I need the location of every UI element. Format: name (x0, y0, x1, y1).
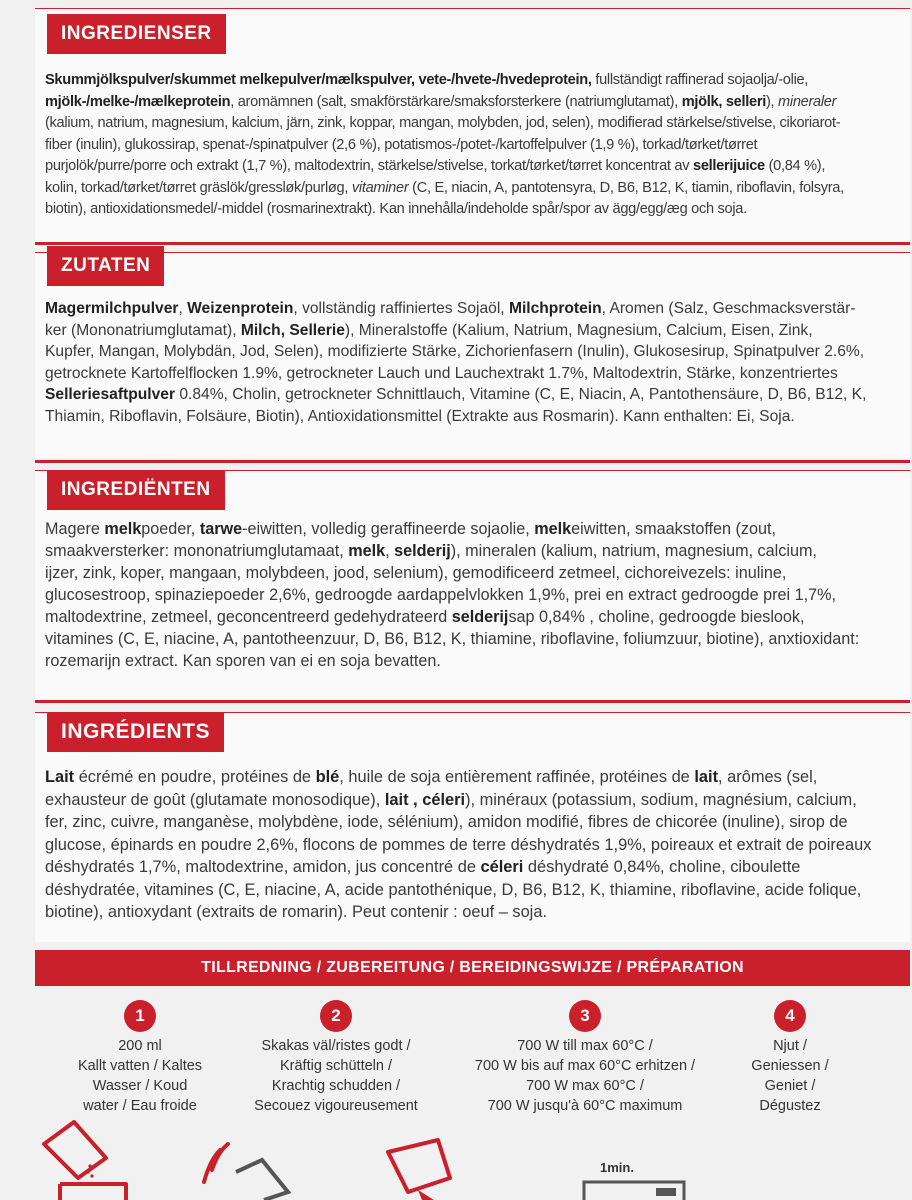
ingredient-line: Skummjölkspulver/skummet melkepulver/mælkspulver, vete-/hvete-/hvedeprotein, fullständigt raffinerad sojaolja/-olie, (45, 72, 809, 88)
section-ingredienten (35, 470, 910, 700)
ingredient-line: glucose, épinards en poudre 2,6%, flocons de pommes de terre déshydratés 1,9%, poireaux et extrait de poireaux (45, 835, 872, 854)
ingredient-line: kolin, torkad/tørket/tørret gräslök/gressløk/purløg, vitaminer (C, E, niacin, A, pantotensyra, D, B6, B12, K, tiamin, riboflavin, folsyra, (45, 179, 844, 196)
section-ingredienser (35, 8, 910, 248)
divider (35, 460, 910, 463)
section-text (45, 70, 902, 221)
shaker-icon (190, 1132, 300, 1200)
powder-sachet-icon (30, 1118, 160, 1200)
step-line: Wasser / Koud (92, 1078, 188, 1094)
step-line: Geniet / (764, 1078, 816, 1094)
step-line: Kallt vatten / Kaltes (77, 1058, 203, 1074)
ingredient-line: Magere melkpoeder, tarwe-eiwitten, volledig geraffineerde sojaolie, melkeiwitten, smaakstoffen (zout, (45, 520, 777, 538)
step-1 (70, 1000, 210, 1116)
ingredient-line: Lait écrémé en poudre, protéines de blé, huile de soja entièrement raffinée, protéines de lait, arômes (sel, (45, 768, 818, 786)
divider (35, 700, 910, 703)
ingredient-line: ker (Mononatriumglutamat), Milch, Sellerie), Mineralstoffe (Kalium, Natrium, Magnesium, Calcium, Eisen, Zink, (45, 321, 813, 339)
step-number: 3 (569, 1000, 601, 1032)
step-number: 1 (124, 1000, 156, 1032)
step-line: Njut / (773, 1038, 807, 1054)
ingredient-line: maltodextrine, zetmeel, geconcentreerd gedehydrateerd selderijsap 0,84% , choline, gedroogde bieslook, (45, 608, 805, 626)
ingredient-line: ijzer, zink, koper, mangaan, molybdeen, jood, selenium), gemodificeerd zetmeel, cichoreivezels: inuline, (45, 564, 787, 582)
ingredient-line: Thiamin, Riboflavin, Folsäure, Biotin), Antioxidationsmittel (Extrakte aus Rosmarin). Kann enthalten: Ei, Soja. (45, 407, 795, 425)
step-line: Dégustez (759, 1098, 821, 1114)
section-text (45, 298, 902, 427)
ingredient-line: smaakversterker: mononatriumglutamaat, melk, selderij), mineralen (kalium, natrium, magnesium, calcium, (45, 542, 817, 560)
step-2 (236, 1000, 436, 1116)
section-text (45, 518, 902, 672)
step-line: 200 ml (118, 1038, 162, 1054)
section-zutaten (35, 252, 910, 458)
ingredient-line: getrocknete Kartoffelflocken 1.9%, getrockneter Lauch und Lauchextrakt 1.7%, Maltodextrin, Stärke, konzentriertes (45, 364, 838, 382)
ingredient-line: biotin), antioxidationsmedel/-middel (rosmarinextrakt). Kan innehålla/indeholde spår/spor av ägg/egg/æg och soja. (45, 201, 747, 217)
ingredient-line: purjolök/purre/porre och extrakt (1,7 %), maltodextrin, stärkelse/stivelse, torkat/tørket/tørret koncentrat av sellerijuice (0,84 %), (45, 158, 826, 174)
divider (35, 242, 910, 245)
section-heading: INGREDIËNTEN (47, 470, 225, 510)
ingredient-line: Selleriesaftpulver 0.84%, Cholin, getrockneter Schnittlauch, Vitamine (C, E, Niacin, A, Pantothensäure, D, B6, B12, K, (45, 386, 867, 403)
ingredient-line: fiber (inulin), glukossirap, spenat-/spinatpulver (2,6 %), potatismos-/potet-/kartoffelpulver (1,9 %), torkad/tørket/tørret (45, 136, 758, 153)
microwave-label: 1min. (600, 1160, 634, 1175)
ingredient-line: Kupfer, Mangan, Molybdän, Jod, Selen), modifizierte Stärke, Zichorienfasern (Inulin), Glukosesirup, Spinatpulver 2.6%, (45, 343, 865, 360)
step-line: Skakas väl/ristes godt / (261, 1038, 411, 1054)
step-line: 700 W bis auf max 60°C erhitzen / (474, 1058, 696, 1074)
step-number: 2 (320, 1000, 352, 1032)
step-3 (455, 1000, 715, 1116)
ingredient-line: fer, zinc, cuivre, manganèse, molybdène, iode, sélénium), amidon modifié, fibres de chicorée (inuline), sirop de (45, 813, 848, 831)
step-number: 4 (774, 1000, 806, 1032)
pour-cup-icon (378, 1130, 498, 1200)
ingredient-line: exhausteur de goût (glutamate monosodique), lait , céleri), minéraux (potassium, sodium, magnésium, calcium, (45, 790, 857, 809)
step-line: Kräftig schütteln / (279, 1058, 393, 1074)
section-heading: INGRÉDIENTS (47, 712, 224, 752)
ingredient-line: rozemarijn extract. Kan sporen van ei en soja bevatten. (45, 652, 441, 670)
section-heading: ZUTATEN (47, 246, 164, 286)
ingredient-line: déshydratée, vitamines (C, E, niacine, A, acide pantothénique, D, B6, B12, K, thiamine, riboflavine, acide folique, (45, 880, 862, 899)
section-ingredients-fr (35, 712, 910, 942)
preparation-title: TILLREDNING / ZUBEREITUNG / BEREIDINGSWIJZE / PRÉPARATION (35, 950, 910, 986)
ingredient-line: déshydratés 1,7%, maltodextrine, amidon, jus concentré de céleri déshydraté 0,84%, choline, ciboulette (45, 858, 801, 876)
ingredient-line: (kalium, natrium, magnesium, kalcium, järn, zink, koppar, mangan, molybden, jod, selen), modifierad stärkelse/stivelse, cikoriarot- (45, 115, 841, 131)
step-line: 700 W till max 60°C / (517, 1038, 653, 1054)
step-line: Geniessen / (751, 1058, 829, 1074)
step-line: water / Eau froide (83, 1098, 197, 1114)
ingredient-line: glucosestroop, spinaziepoeder 2,6%, gedroogde aardappelvlokken 1,9%, prei en extract gedroogde prei 1,7%, (45, 586, 837, 604)
section-heading: INGREDIENSER (47, 14, 226, 54)
step-line: 700 W jusqu'à 60°C maximum (487, 1098, 683, 1114)
section-text (45, 766, 902, 924)
step-line: 700 W max 60°C / (526, 1078, 644, 1094)
step-line: Secouez vigoureusement (254, 1098, 418, 1114)
step-4 (730, 1000, 850, 1116)
ingredient-line: vitamines (C, E, niacine, A, pantotheenzuur, D, B6, B12, K, thiamine, riboflavine, foliumzuur, biotine), anxtioxidant: (45, 630, 860, 648)
ingredient-line: biotine), antioxydant (extraits de romarin). Peut contenir : oeuf – soja. (45, 903, 547, 921)
step-line: Krachtig schudden / (271, 1078, 401, 1094)
ingredient-line: Magermilchpulver, Weizenprotein, vollständig raffiniertes Sojaöl, Milchprotein, Aromen (Salz, Geschmacksverstär- (45, 300, 856, 317)
microwave-icon (580, 1178, 690, 1200)
ingredient-line: mjölk-/melke-/mælkeprotein, aromämnen (salt, smakförstärkare/smaksforsterkere (natriumglutamat), mjölk, selleri), mineraler (45, 93, 837, 110)
